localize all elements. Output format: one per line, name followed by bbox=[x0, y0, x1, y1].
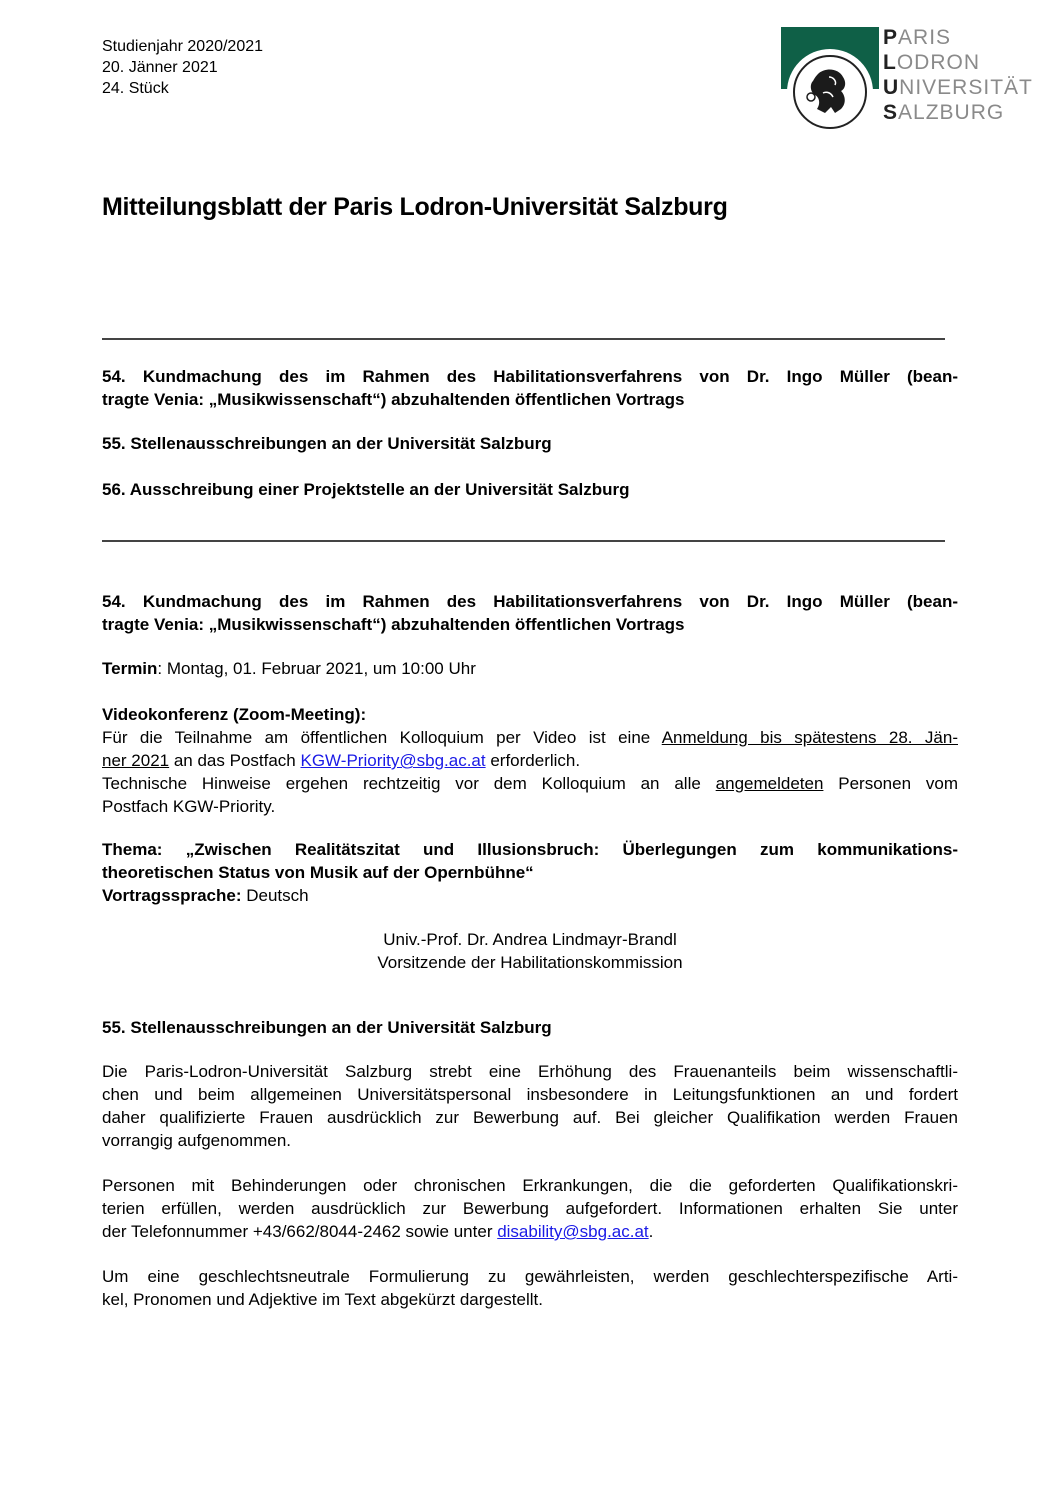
logo-initial: S bbox=[883, 101, 899, 124]
lecture-language bbox=[102, 884, 958, 907]
termin-line bbox=[102, 657, 958, 680]
page-title: Mitteilungsblatt der Paris Lodron-Universität Salzburg bbox=[102, 193, 728, 221]
toc-item-56: 56. Ausschreibung einer Projektstelle an der Universität Salzburg bbox=[102, 480, 630, 499]
logo-initial: U bbox=[883, 76, 900, 99]
paragraph-line: vorrangig aufgenommen. bbox=[102, 1131, 292, 1150]
termin-label: Termin bbox=[102, 659, 158, 678]
toc-line: 54. Kundmachung des im Rahmen des Habilitationsverfahrens von Dr. Ingo Müller (bean- bbox=[102, 367, 958, 386]
signature-role: Vorsitzende der Habilitationskommission bbox=[377, 953, 683, 972]
language-label: Vortragssprache: bbox=[102, 886, 242, 905]
kgw-priority-email-link[interactable]: KGW-Priority@sbg.ac.at bbox=[300, 751, 486, 770]
logo-initial: L bbox=[883, 51, 897, 74]
section-55-paragraph-3 bbox=[102, 1265, 958, 1311]
video-p1-line2 bbox=[102, 749, 958, 772]
section-55-heading: 55. Stellenausschreibungen an der Universität Salzburg bbox=[102, 1018, 552, 1037]
video-p2-line1 bbox=[102, 772, 958, 795]
text: erforderlich. bbox=[485, 751, 581, 770]
paragraph-line: chen und beim allgemeinen Universitätspersonal insbesondere in Leitungsfunktionen an und fordert bbox=[102, 1085, 958, 1104]
termin-value: : Montag, 01. Februar 2021, um 10:00 Uhr bbox=[157, 659, 476, 678]
paragraph-line: Personen mit Behinderungen oder chronischen Erkrankungen, die die geforderten Qualifikationskri- bbox=[102, 1176, 958, 1195]
section-54-heading bbox=[102, 590, 958, 636]
paragraph-line: terien erfüllen, werden ausdrücklich zur Bewerbung aufgefordert. Informationen erhalten Sie unter bbox=[102, 1199, 958, 1218]
divider bbox=[102, 338, 945, 340]
logo-initial: P bbox=[883, 26, 899, 49]
logo-word: ARIS bbox=[898, 26, 952, 49]
signature-block bbox=[102, 928, 958, 974]
section-55-paragraph-1 bbox=[102, 1060, 958, 1152]
paragraph-line: kel, Pronomen und Adjektive im Text abgekürzt dargestellt. bbox=[102, 1290, 543, 1309]
paragraph-line: Die Paris-Lodron-Universität Salzburg strebt eine Erhöhung des Frauenanteils beim wissenschaftli- bbox=[102, 1062, 958, 1081]
video-p2-line2: Postfach KGW-Priority. bbox=[102, 797, 276, 816]
registered-persons: angemeldeten bbox=[715, 774, 824, 793]
registration-deadline: ner 2021 bbox=[102, 751, 170, 770]
logo-word: NIVERSITÄT bbox=[899, 76, 1033, 99]
registration-deadline: Anmeldung bis spätestens 28. Jän- bbox=[661, 728, 958, 747]
thema-line: theoretischen Status von Musik auf der Opernbühne“ bbox=[102, 863, 534, 882]
logo-wordmark bbox=[883, 25, 1033, 125]
toc-line: tragte Venia: „Musikwissenschaft“) abzuhaltenden öffentlichen Vortrags bbox=[102, 390, 685, 409]
video-conference-block bbox=[102, 703, 958, 818]
thema-line: Thema: „Zwischen Realitätszitat und Illusionsbruch: Überlegungen zum kommunikations- bbox=[102, 840, 958, 859]
paragraph-line bbox=[102, 1220, 958, 1243]
text: Für die Teilnahme am öffentlichen Kolloquium per Video ist eine bbox=[102, 728, 662, 747]
video-p1-line1 bbox=[102, 726, 958, 749]
heading-line: tragte Venia: „Musikwissenschaft“) abzuhaltenden öffentlichen Vortrags bbox=[102, 615, 685, 634]
language-value: Deutsch bbox=[241, 886, 309, 905]
video-heading: Videokonferenz (Zoom-Meeting): bbox=[102, 705, 367, 724]
divider bbox=[102, 540, 945, 542]
issue-meta bbox=[102, 36, 263, 99]
paragraph-line: daher qualifizierte Frauen ausdrücklich zur Bewerbung auf. Bei gleicher Qualifikation werden Frauen bbox=[102, 1108, 958, 1127]
text: an das Postfach bbox=[169, 751, 301, 770]
text: Personen vom bbox=[823, 774, 958, 793]
paragraph-line: Um eine geschlechtsneutrale Formulierung zu gewährleisten, werden geschlechterspezifische Arti- bbox=[102, 1267, 958, 1286]
academic-year: Studienjahr 2020/2021 bbox=[102, 38, 264, 55]
heading-line: 54. Kundmachung des im Rahmen des Habilitationsverfahrens von Dr. Ingo Müller (bean- bbox=[102, 592, 958, 611]
disability-email-link[interactable]: disability@sbg.ac.at bbox=[497, 1222, 649, 1241]
text: Technische Hinweise ergehen rechtzeitig vor dem Kolloquium an alle bbox=[102, 774, 716, 793]
lion-seal-icon bbox=[793, 55, 867, 129]
text: . bbox=[648, 1222, 654, 1241]
text: der Telefonnummer +43/662/8044-2462 sowie unter bbox=[102, 1222, 498, 1241]
section-55-paragraph-2 bbox=[102, 1174, 958, 1243]
thema-block bbox=[102, 838, 958, 907]
issue-date: 20. Jänner 2021 bbox=[102, 59, 218, 76]
toc-item-55: 55. Stellenausschreibungen an der Universität Salzburg bbox=[102, 434, 552, 453]
logo-word: ALZBURG bbox=[898, 101, 1005, 124]
logo-word: ODRON bbox=[896, 51, 980, 74]
signature-name: Univ.-Prof. Dr. Andrea Lindmayr-Brandl bbox=[383, 930, 677, 949]
issue-number: 24. Stück bbox=[102, 80, 169, 97]
toc-item-54 bbox=[102, 365, 958, 411]
university-logo bbox=[781, 27, 1041, 137]
